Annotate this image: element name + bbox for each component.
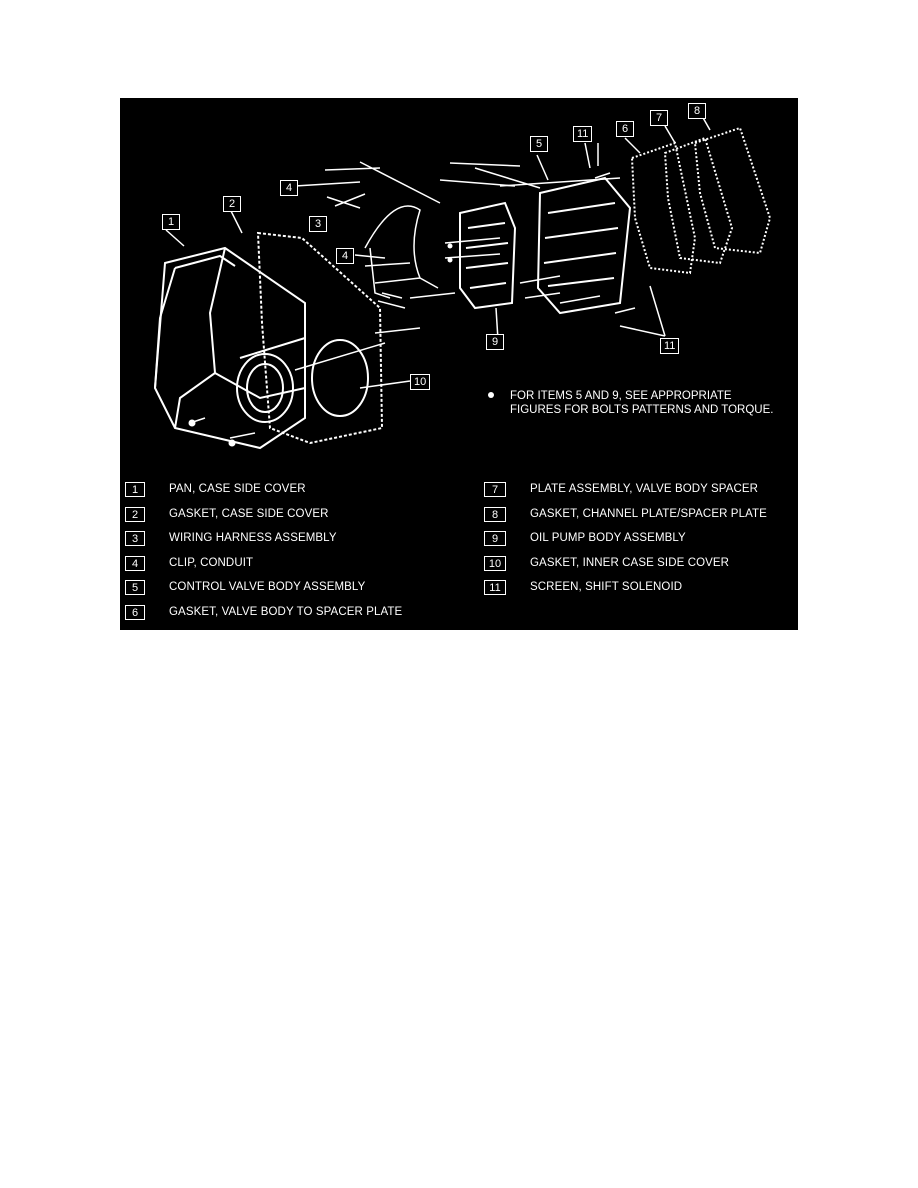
- legend-label: GASKET, INNER CASE SIDE COVER: [530, 557, 730, 569]
- case-side-cover-gasket-drawing: [258, 233, 382, 443]
- callout-7: 7: [650, 110, 668, 126]
- legend-number: 9: [484, 531, 506, 546]
- control-valve-body-drawing: [538, 178, 630, 313]
- legend-label: GASKET, CHANNEL PLATE/SPACER PLATE: [530, 508, 767, 520]
- legend-number: 3: [125, 531, 145, 546]
- legend-item: [484, 553, 729, 573]
- legend-item: [484, 504, 767, 524]
- callout-11-bottom: 11: [660, 338, 679, 354]
- legend-number: 7: [484, 482, 506, 497]
- legend-label: GASKET, VALVE BODY TO SPACER PLATE: [169, 606, 403, 618]
- exploded-view-figure: [120, 98, 798, 630]
- channel-plate-gasket-drawing: [695, 128, 770, 253]
- callout-4-lower: 4: [336, 248, 354, 264]
- bolt-torque-note: [510, 389, 773, 417]
- callout-11-top: 11: [573, 126, 592, 142]
- callout-10: 10: [410, 374, 430, 390]
- note-line-1: FOR ITEMS 5 AND 9, SEE APPROPRIATE: [510, 390, 732, 402]
- note-line-2: FIGURES FOR BOLTS PATTERNS AND TORQUE.: [510, 404, 774, 416]
- legend-item: [484, 479, 758, 499]
- legend-number: 10: [484, 556, 506, 571]
- legend-item: [125, 577, 365, 597]
- callout-5: 5: [530, 136, 548, 152]
- legend-number: 6: [125, 605, 145, 620]
- callout-1: 1: [162, 214, 180, 230]
- legend-label: SCREEN, SHIFT SOLENOID: [530, 581, 683, 593]
- callout-4-top: 4: [280, 180, 298, 196]
- pan-drawing: [155, 248, 305, 448]
- legend-item: [125, 553, 253, 573]
- callout-2: 2: [223, 196, 241, 212]
- exploded-view-drawing: [120, 98, 798, 630]
- wiring-harness-drawing: [365, 206, 438, 298]
- callout-8: 8: [688, 103, 706, 119]
- legend-label: CLIP, CONDUIT: [169, 557, 254, 569]
- legend-label: PAN, CASE SIDE COVER: [169, 483, 306, 495]
- note-bullet-icon: [488, 392, 494, 398]
- legend-item: [125, 479, 306, 499]
- valve-body-gasket-drawing: [632, 143, 695, 273]
- legend-number: 5: [125, 580, 145, 595]
- legend-item: [125, 528, 337, 548]
- legend-label: WIRING HARNESS ASSEMBLY: [169, 532, 337, 544]
- legend-label: GASKET, CASE SIDE COVER: [169, 508, 329, 520]
- legend-number: 8: [484, 507, 506, 522]
- callout-9: 9: [486, 334, 504, 350]
- legend-item: [484, 577, 682, 597]
- legend-number: 2: [125, 507, 145, 522]
- legend-item: [484, 528, 686, 548]
- legend-item: [125, 602, 402, 622]
- legend-label: PLATE ASSEMBLY, VALVE BODY SPACER: [530, 483, 759, 495]
- legend-item: [125, 504, 329, 524]
- spacer-plate-drawing: [665, 138, 732, 263]
- legend-number: 1: [125, 482, 145, 497]
- callout-3: 3: [309, 216, 327, 232]
- legend-number: 11: [484, 580, 506, 595]
- legend-label: OIL PUMP BODY ASSEMBLY: [530, 532, 686, 544]
- legend-number: 4: [125, 556, 145, 571]
- legend-label: CONTROL VALVE BODY ASSEMBLY: [169, 581, 366, 593]
- callout-6: 6: [616, 121, 634, 137]
